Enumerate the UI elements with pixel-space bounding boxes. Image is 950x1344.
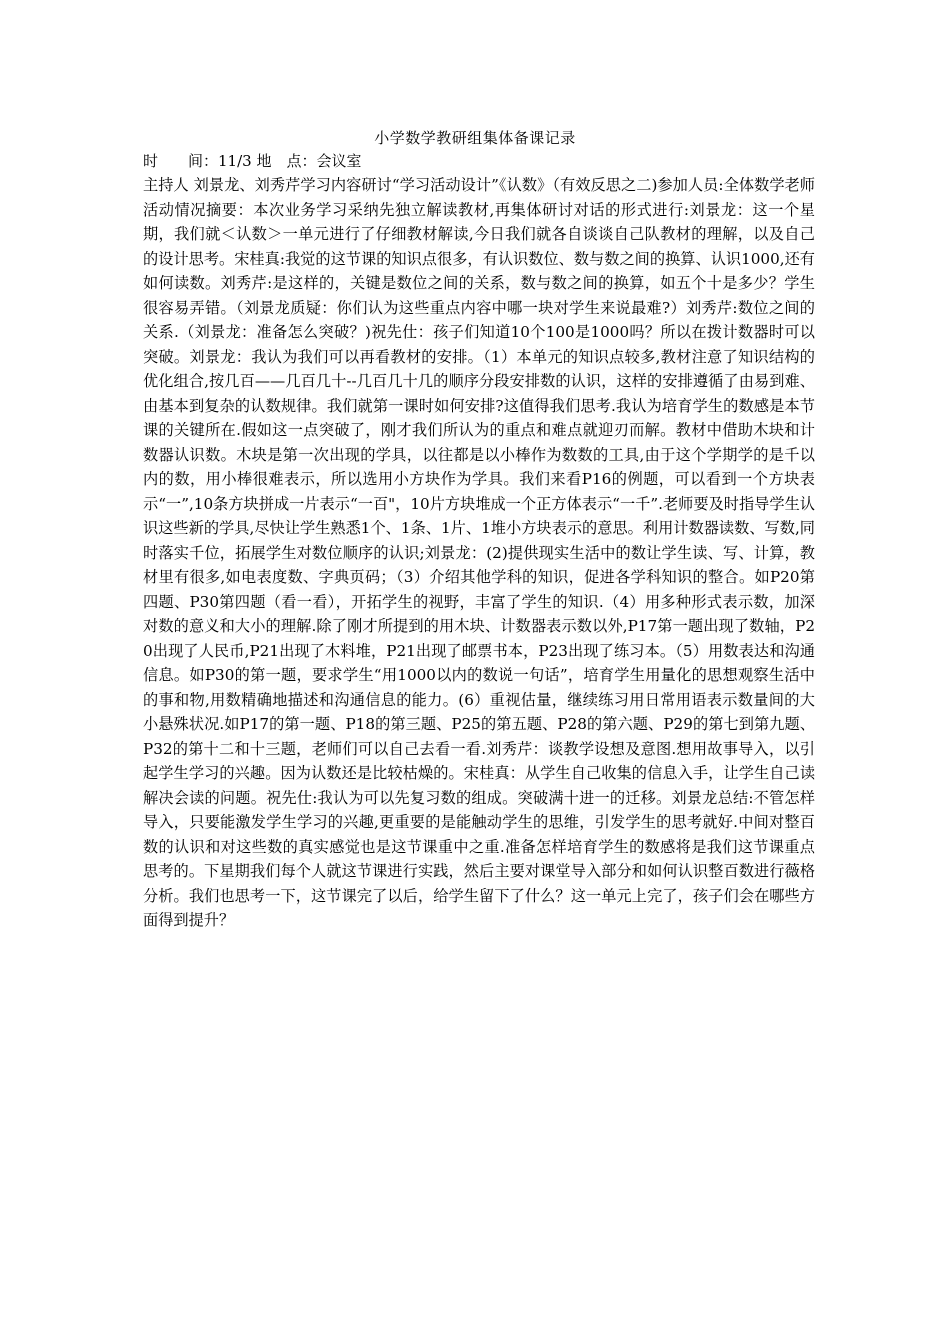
document-title: 小学数学教研组集体备课记录 [374, 129, 576, 147]
meeting-record-body: 主持人 刘景龙、刘秀芹学习内容研讨“学习活动设计”《认数》（有效反思之二)参加人员:全体数学老师活动情况摘要：本次业务学习采纳先独立解读教材,再集体研讨对话的形式进行:刘景龙：这一个星期，我们就＜认数＞一单元进行了仔细教材解读,今日我们就各自谈谈自己队教材的理解，以及自己的设计思考。宋桂真:我觉的这节课的知识点很多，有认识数位、数与数之间的换算、认识1000,还有如何读数。刘秀芹:是这样的，关键是数位之间的关系，数与数之间的换算，如五个十是多少？学生很容易弄错。（刘景龙质疑：你们认为这些重点内容中哪一块对学生来说最难?）刘秀芹:数位之间的关系.（刘景龙：准备怎么突破？)祝先仕：孩子们知道10个100是1000吗？所以在拨计数器时可以突破。刘景龙：我认为我们可以再看教材的安排。（1）本单元的知识点较多,教材注意了知识结构的优化组合,按几百——几百几十--几百几十几的顺序分段安排数的认识，这样的安排遵循了由易到难、由基本到复杂的认数规律。我们就第一课时如何安排?这值得我们思考.我认为培育学生的数感是本节课的关键所在.假如这一点突破了，刚才我们所认为的重点和难点就迎刃而解。教材中借助木块和计数器认识数。木块是第一次出现的学具，以往都是以小棒作为数数的工具,由于这个学期学的是千以内的数，用小棒很难表示，所以选用小方块作为学具。我们来看P16的例题，可以看到一个方块表示“一”,10条方块拼成一片表示“一百"，10片方块堆成一个正方体表示“一千”.老师要及时指导学生认识这些新的学具,尽快让学生熟悉1个、1条、1片、1堆小方块表示的意思。利用计数器读数、写数,同时落实千位，拓展学生对数位顺序的认识;刘景龙：(2)提供现实生活中的数让学生读、写、计算，教材里有很多,如电表度数、字典页码；（3）介绍其他学科的知识，促进各学科知识的整合。如P20第四题、P30第四题（看一看），开拓学生的视野，丰富了学生的知识.（4）用多种形式表示数，加深对数的意义和大小的理解.除了刚才所提到的用木块、计数器表示数以外,P17第一题出现了数轴，P20出现了人民币,P21出现了木料堆，P21出现了邮票书本，P23出现了练习本。（5）用数表达和沟通信息。如P30的第一题，要求学生“用1000以内的数说一句话”，培育学生用量化的思想观察生活中的事和物,用数精确地描述和沟通信息的能力。(6）重视估量，继续练习用日常用语表示数量间的大小悬殊状况.如P17的第一题、P18的第三题、P25的第五题、P28的第六题、P29的第七到第九题、P32的第十二和十三题，老师们可以自己去看一看.刘秀芹：谈教学设想及意图.想用故事导入，以引起学生学习的兴趣。因为认数还是比较枯燥的。宋桂真：从学生自己收集的信息入手，让学生自己读解决会读的问题。祝先仕:我认为可以先复习数的组成。突破满十进一的迁移。刘景龙总结:不管怎样导入，只要能激发学生学习的兴趣,更重要的是能触动学生的思维，引发学生的思考就好.中间对整百数的认识和对这些数的真实感觉也是这节课重中之重.准备怎样培育学生的数感将是我们这节课重点思考的。下星期我们每个人就这节课进行实践，然后主要对课堂导入部分和如何认识整百数进行薇格分析。我们也思考一下，这节课完了以后，给学生留下了什么？这一单元上完了，孩子们会在哪些方面得到提升？ [143, 176, 815, 929]
meeting-time-location: 时 间：11/3 地 点：会议室 [143, 152, 362, 170]
